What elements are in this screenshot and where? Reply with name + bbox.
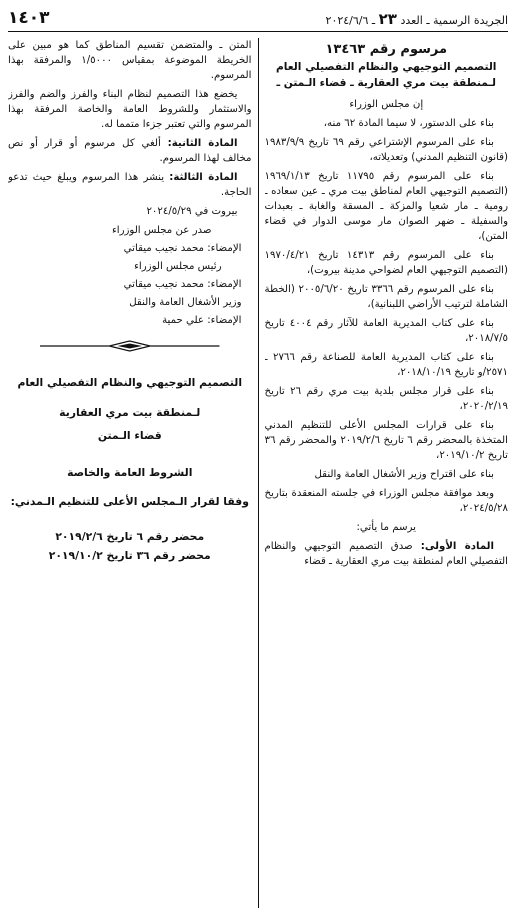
annex-title-1: التصميم التوجيهي والنظام التفصيلي العام [17, 376, 243, 389]
recital-4: بناء على المرسوم رقم ١٤٣١٣ تاريخ ١٩٧٠/٤/٢١ (التصميم التوجيهي العام لضواحي مدينة بيروت)، [264, 250, 508, 276]
recital-2: بناء على المرسوم الإشتراعي رقم ٦٩ تاريخ ١٩٨٣/٩/٩ (قانون التنظيم المدني) وتعديلاته، [264, 137, 508, 163]
intro-line: إن مجلس الوزراء [349, 99, 424, 110]
article-1-text: صدق التصميم التوجيهي والنظام التفصيلي العام لمنطقة بيت مري العقارية ـ قضاء [264, 541, 508, 567]
article-2-text: ألغي كل مرسوم أو قرار أو نص مخالف لهذا المرسوم. [8, 138, 252, 164]
article-3-text: ينشر هذا المرسوم ويبلغ حيث تدعو الحاجة. [8, 172, 252, 198]
article-1-label: المادة الأولى: [420, 541, 494, 552]
article-2-label: المادة الثانية: [167, 138, 238, 149]
annex-minutes-2: محضر رقم ٣٦ تاريخ ٢٠١٩/١٠/٢ [48, 549, 211, 562]
issue-number: ٢٣ [378, 10, 397, 28]
signature-2: الإمضاء: محمد نجيب ميقاتي [123, 279, 242, 290]
issue-date: ـ ٢٠٢٤/٦/٦ [325, 14, 376, 27]
article-1-continuation: المتن ـ والمتضمن تقسيم المناطق كما هو مبين على الخريطة الموضوعة بمقياس ١/٥٠٠٠ والمرفقة بهذا المرسوم. [8, 40, 252, 81]
running-header [326, 10, 508, 28]
left-column [8, 38, 252, 908]
recital-1: بناء على الدستور، لا سيما المادة ٦٢ منه، [323, 118, 494, 129]
subject-paragraph: يخضع هذا التصميم لنظام البناء والفرز والضم والفرز والاستثمار وللشروط العامة والخاصة المرفقة بهذا المرسوم والتي تعتبر جزءا متمما له. [8, 89, 252, 130]
decree-number: مرسوم رقم ١٣٤٦٣ [325, 42, 448, 57]
column-divider [258, 38, 259, 908]
two-column-body [8, 38, 508, 908]
annex-per-decision: وفقا لقرار الـمجلس الأعلى للتنظيم الـمدني: [10, 495, 249, 508]
decree-title [265, 59, 509, 91]
recital-8: بناء على قرار مجلس بلدية بيت مري رقم ٢٦ تاريخ ٢٠٢٠/٢/١٩، [264, 386, 508, 412]
article-3 [8, 170, 252, 200]
signature-title-pm: رئيس مجلس الوزراء [134, 261, 222, 272]
annex-conditions: الشروط العامة والخاصة [67, 466, 193, 479]
right-column [265, 38, 509, 908]
annex-minutes-1: محضر رقم ٦ تاريخ ٢٠١٩/٢/٦ [55, 530, 205, 543]
article-2 [8, 136, 252, 166]
article-1 [265, 539, 509, 569]
page-header [8, 6, 508, 28]
decree-title-line-1: التصميم التوجيهي والنظام التفصيلي العام [276, 61, 497, 73]
signature-issued-by: صدر عن مجلس الوزراء [111, 225, 212, 236]
decree-title-line-2: لـمنطقة بيت مري العقارية ـ قضاء الـمتن ـ [276, 77, 496, 89]
signature-1: الإمضاء: محمد نجيب ميقاتي [123, 243, 242, 254]
running-title: الجريدة الرسمية ـ العدد [400, 14, 508, 27]
page-number: ١٤٠٣ [8, 8, 50, 28]
annex-title-2: لـمنطقة بيت مري العقارية [59, 406, 201, 419]
decree-formula: يرسم ما يأتي: [356, 522, 416, 533]
recital-6: بناء على كتاب المديرية العامة للآثار رقم ٤٠٠٤ تاريخ ٢٠١٨/٧/٥، [264, 318, 508, 344]
recital-7: بناء على كتاب المديرية العامة للصناعة رقم ٢٧٦٦ ـ ٢٥٧١/و تاريخ ٢٠١٨/١٠/١٩، [264, 352, 508, 378]
recital-3: بناء على المرسوم رقم ١١٧٩٥ تاريخ ١٩٦٩/١/١٣ (التصميم التوجيهي العام لمناطق بيت مري ـ عين سعاده ـ رومية ـ مار شعيا والمزكة ـ المسقة والغابة ـ بعبدات والسفيلة ـ ضهر الصوان مار موسى الدوار في قضاء المتن)، [264, 171, 508, 242]
place-date: بيروت في ٢٠٢٤/٥/٢٩ [146, 206, 238, 217]
recital-9: بناء على قرارات المجلس الأعلى للتنظيم المدني المتخذة بالمحضر رقم ٦ تاريخ ٢٠١٩/٢/٦ والمحضر رقم ٣٦ تاريخ ٢٠١٩/١٠/٢، [264, 420, 508, 461]
recital-11: وبعد موافقة مجلس الوزراء في جلسته المنعقدة بتاريخ ٢٠٢٤/٥/٢٨، [264, 488, 508, 514]
header-rule [8, 31, 508, 32]
recital-5: بناء على المرسوم رقم ٣٣٦٦ تاريخ ٢٠٠٥/٦/٢٠ (الخطة الشاملة لترتيب الأراضي اللبنانية)، [264, 284, 508, 310]
recital-10: بناء على اقتراح وزير الأشغال العامة والنقل [314, 469, 494, 480]
article-3-label: المادة الثالثة: [169, 172, 238, 183]
section-ornament [38, 340, 222, 352]
annex-title-3: قضاء الـمتن [97, 429, 162, 442]
signature-3: الإمضاء: علي حمية [162, 315, 242, 326]
signature-title-minister: وزير الأشغال العامة والنقل [129, 297, 242, 308]
